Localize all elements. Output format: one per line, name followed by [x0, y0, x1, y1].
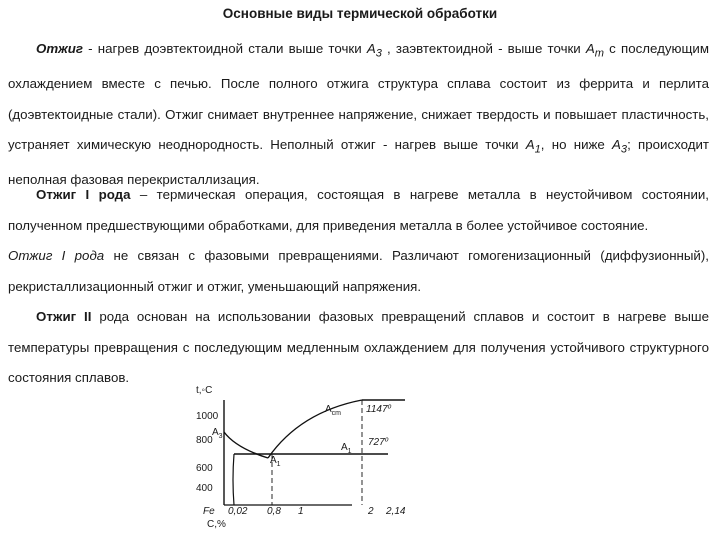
x-label-1: 1	[298, 506, 304, 517]
y-tick-1000: 1000	[196, 411, 219, 422]
label-acm: $A_{cm}$	[325, 404, 342, 417]
ferrite-boundary	[233, 454, 234, 505]
term-annealing-type2: Отжиг II	[36, 309, 92, 324]
x-label-2: 2	[368, 506, 374, 517]
paragraph-annealing: Отжиг - нагрев доэвтектоидной стали выше точки $A_3$ , заэвтектоидной - выше точки $A_m$ с последующим охлаждением вместе с печью. После полного отжига структура сплава состоит из феррита и перлита (доэвтектоидные стали). Отжиг снимает внутреннее напряжение, снижает твердость и повышает пластичность, устраняет химическую неоднородность. Неполный отжиг - нагрев выше точки $A_1$, но ниже $A_3$; происходит неполная фазовая перекристаллизация.	[8, 41, 709, 188]
paragraph-annealing-type1: Отжиг I рода – термическая операция, состоящая в нагреве металла в неустойчивом состоянии, полученном предшествующими обработками, для приведения металла в более устойчивое состояние.	[8, 187, 709, 233]
term-annealing: Отжиг	[36, 41, 84, 56]
label-a1-right: $A_1$	[341, 442, 352, 455]
x-label-0-02: 0,02	[228, 506, 248, 517]
paragraph-annealing-type1-kinds: Отжиг I рода не связан с фазовыми превращениями. Различают гомогенизационный (диффузионный), рекристаллизационный отжиг и отжиг, уменьшающий напряжения.	[8, 248, 709, 294]
label-1147: 1147⁰	[366, 404, 392, 415]
page-title: Основные виды термической обработки	[222, 6, 498, 21]
label-727: 727⁰	[368, 437, 389, 448]
label-a1: $A_1$	[270, 455, 281, 468]
paragraph-annealing-type2: Отжиг II рода основан на использовании фазовых превращений сплавов и состоит в нагреве выше температуры превращения с последующим медленным охлаждением для получения устойчивого структурного состояния сплавов.	[8, 309, 709, 385]
x-label-0-8: 0,8	[267, 506, 281, 517]
x-unit-label: C,%	[207, 519, 226, 530]
term-annealing-type1-italic: Отжиг I рода	[8, 248, 105, 263]
y-tick-400: 400	[196, 483, 213, 494]
y-axis-label: t,◦C	[196, 385, 213, 396]
x-label-fe: Fe	[203, 506, 215, 517]
y-tick-800: 800	[196, 435, 213, 446]
label-a3: $A_3$	[212, 427, 223, 440]
x-label-2-14: 2,14	[386, 506, 406, 517]
term-annealing-type1: Отжиг I рода	[36, 187, 131, 202]
y-tick-600: 600	[196, 463, 213, 474]
